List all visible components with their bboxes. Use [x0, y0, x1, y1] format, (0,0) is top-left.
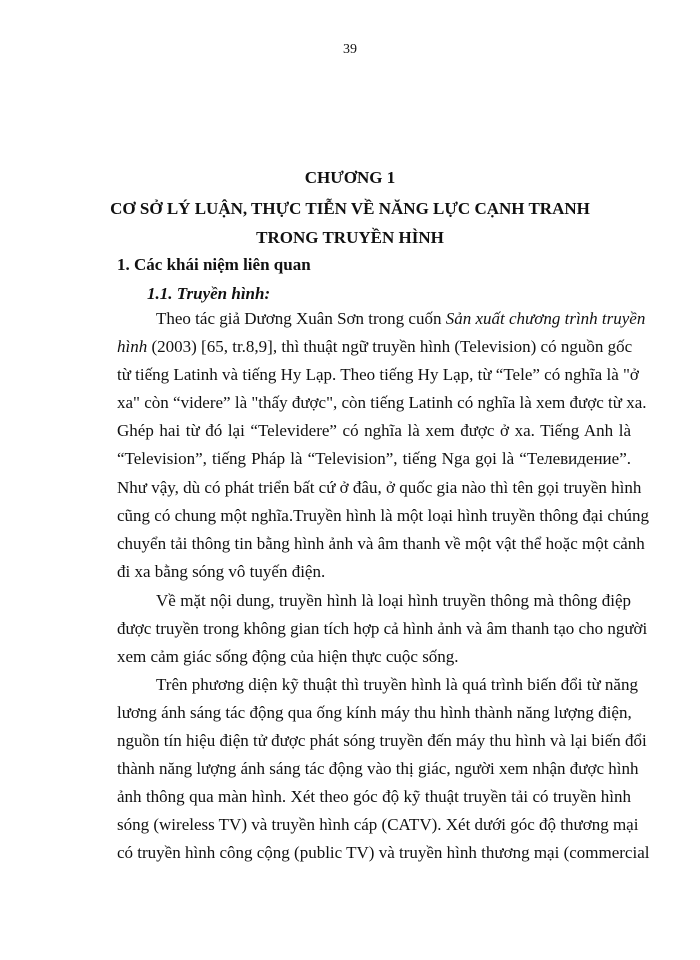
paragraph-line: Ghép hai từ đó lại “Televidere” có nghĩa là xem được ở xa. Tiếng Anh là	[117, 421, 631, 440]
page-number: 39	[343, 42, 357, 57]
paragraph-line	[156, 309, 646, 331]
text-run: (2003) [65, tr.8,9], thì thuật ngữ truyền hình (Television) có nguồn gốc	[147, 337, 633, 356]
book-title-italic: Sản xuất chương trình truyền	[445, 309, 646, 328]
paragraph-line: chuyển tải thông tin bằng hình ảnh và âm thanh về một vật thể hoặc một cảnh	[117, 534, 645, 553]
paragraph-line: ảnh thông qua màn hình. Xét theo góc độ kỹ thuật truyền tải có truyền hình	[117, 787, 631, 806]
book-title-italic: hình	[117, 337, 148, 356]
text-run: Theo tác giả Dương Xuân Sơn trong cuốn	[156, 309, 446, 328]
chapter-subtitle-line1: CƠ SỞ LÝ LUẬN, THỰC TIỄN VỀ NĂNG LỰC CẠNH TRANH	[110, 199, 590, 218]
paragraph-line: được truyền trong không gian tích hợp cả hình ảnh và âm thanh tạo cho người	[117, 619, 648, 638]
section-title: 1. Các khái niệm liên quan	[117, 255, 311, 274]
paragraph-line: xa" còn “videre” là "thấy được", còn tiếng Latinh có nghĩa là xem được từ xa.	[117, 393, 647, 412]
paragraph-line	[117, 337, 631, 359]
paragraph-line: có truyền hình công cộng (public TV) và truyền hình thương mại (commercial	[117, 843, 650, 862]
paragraph-line: Trên phương diện kỹ thuật thì truyền hình là quá trình biến đổi từ năng	[156, 675, 638, 694]
subsection-title: 1.1. Truyền hình:	[147, 284, 271, 303]
paragraph-line: sóng (wireless TV) và truyền hình cáp (CATV). Xét dưới góc độ thương mại	[117, 815, 639, 834]
paragraph-line: cũng có chung một nghĩa.Truyền hình là một loại hình truyền thông đại chúng	[117, 506, 649, 525]
paragraph-line: xem cảm giác sống động của hiện thực cuộc sống.	[117, 647, 459, 666]
paragraph-line: thành năng lượng ánh sáng tác động vào thị giác, người xem nhận được hình	[117, 759, 639, 778]
chapter-title: CHƯƠNG 1	[304, 168, 396, 187]
paragraph-line: Về mặt nội dung, truyền hình là loại hình truyền thông mà thông điệp	[156, 591, 631, 610]
paragraph-line: đi xa bằng sóng vô tuyến điện.	[117, 562, 326, 581]
paragraph-line: Như vậy, dù có phát triển bất cứ ở đâu, ở quốc gia nào thì tên gọi truyền hình	[117, 478, 642, 497]
paragraph-line: từ tiếng Latinh và tiếng Hy Lạp. Theo tiếng Hy Lạp, từ “Tele” có nghĩa là "ở	[117, 365, 639, 384]
chapter-subtitle-line2: TRONG TRUYỀN HÌNH	[256, 228, 444, 247]
paragraph-line: nguồn tín hiệu điện tử được phát sóng truyền đến máy thu hình và lại biến đổi	[117, 731, 647, 750]
paragraph-line: lương ánh sáng tác động qua ống kính máy thu hình thành năng lượng điện,	[117, 703, 632, 722]
paragraph-line: “Television”, tiếng Pháp là “Television”, tiếng Nga gọi là “Телевидение”.	[117, 449, 631, 468]
